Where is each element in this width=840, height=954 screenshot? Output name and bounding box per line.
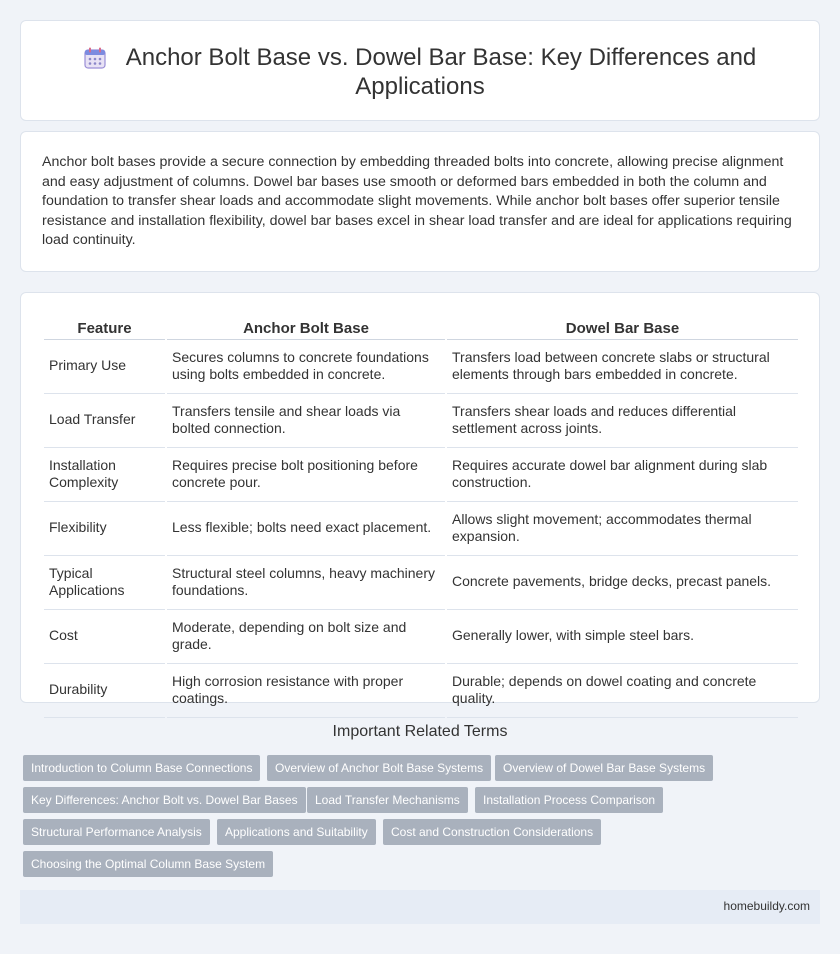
related-term-tag[interactable]: Choosing the Optimal Column Base System [23,851,273,877]
anchor-bolt-cell: Requires precise bolt positioning before concrete pour. [167,450,445,502]
related-term-tag[interactable]: Installation Process Comparison [475,787,663,813]
page-title-row [21,43,819,101]
feature-cell: Installation Complexity [44,450,165,502]
intro-paragraph: Anchor bolt bases provide a secure connection by embedding threaded bolts into concrete, allowing precise alignment and easy adjustment of columns. Dowel bar bases use smooth or deformed bars embedded in both the column and foundation to transfer shear loads and accommodate slight movements. While anchor bolt bases offer superior tensile resistance and installation flexibility, dowel bar bases excel in shear load transfer and are ideal for applications requiring load continuity. [42,154,792,249]
column-header-feature: Feature [44,316,165,340]
table-row [44,396,798,448]
feature-cell: Primary Use [44,342,165,394]
table-row [44,342,798,394]
dowel-bar-cell: Requires accurate dowel bar alignment during slab construction. [447,450,798,502]
related-term-tag[interactable]: Load Transfer Mechanisms [307,787,468,813]
column-header-anchor-bolt: Anchor Bolt Base [167,316,445,340]
dowel-bar-cell: Transfers shear loads and reduces differential settlement across joints. [447,396,798,448]
comparison-table [42,314,800,720]
related-terms-heading: Important Related Terms [332,723,508,740]
anchor-bolt-cell: High corrosion resistance with proper coatings. [167,666,445,718]
related-term-tag[interactable]: Overview of Dowel Bar Base Systems [495,755,713,781]
dowel-bar-cell: Transfers load between concrete slabs or structural elements through bars embedded in concrete. [447,342,798,394]
feature-cell: Load Transfer [44,396,165,448]
anchor-bolt-cell: Secures columns to concrete foundations using bolts embedded in concrete. [167,342,445,394]
dowel-bar-cell: Concrete pavements, bridge decks, precast panels. [447,558,798,610]
feature-cell: Durability [44,666,165,718]
title-card [20,20,820,121]
table-row [44,666,798,718]
table-row [44,450,798,502]
page-title: Anchor Bolt Base vs. Dowel Bar Base: Key Differences and Applications [125,44,757,100]
dowel-bar-cell: Allows slight movement; accommodates thermal expansion. [447,504,798,556]
anchor-bolt-cell: Transfers tensile and shear loads via bolted connection. [167,396,445,448]
footer-site-link[interactable]: homebuildy.com [723,899,810,913]
footer [20,890,820,924]
anchor-bolt-cell: Structural steel columns, heavy machinery foundations. [167,558,445,610]
intro-card [20,131,820,272]
related-term-tag[interactable]: Introduction to Column Base Connections [23,755,260,781]
related-term-tag[interactable]: Key Differences: Anchor Bolt vs. Dowel Bar Bases [23,787,306,813]
calendar-icon [84,47,106,69]
column-header-dowel-bar: Dowel Bar Base [447,316,798,340]
related-term-tag[interactable]: Applications and Suitability [217,819,376,845]
related-term-tag[interactable]: Overview of Anchor Bolt Base Systems [267,755,491,781]
anchor-bolt-cell: Moderate, depending on bolt size and grade. [167,612,445,664]
feature-cell: Flexibility [44,504,165,556]
table-row [44,612,798,664]
related-term-tag[interactable]: Cost and Construction Considerations [383,819,601,845]
table-header-row [44,316,798,340]
comparison-table-card [20,292,820,706]
feature-cell: Cost [44,612,165,664]
dowel-bar-cell: Durable; depends on dowel coating and concrete quality. [447,666,798,718]
related-term-tag[interactable]: Structural Performance Analysis [23,819,210,845]
table-row [44,504,798,556]
table-row [44,558,798,610]
feature-cell: Typical Applications [44,558,165,610]
dowel-bar-cell: Generally lower, with simple steel bars. [447,612,798,664]
anchor-bolt-cell: Less flexible; bolts need exact placement. [167,504,445,556]
